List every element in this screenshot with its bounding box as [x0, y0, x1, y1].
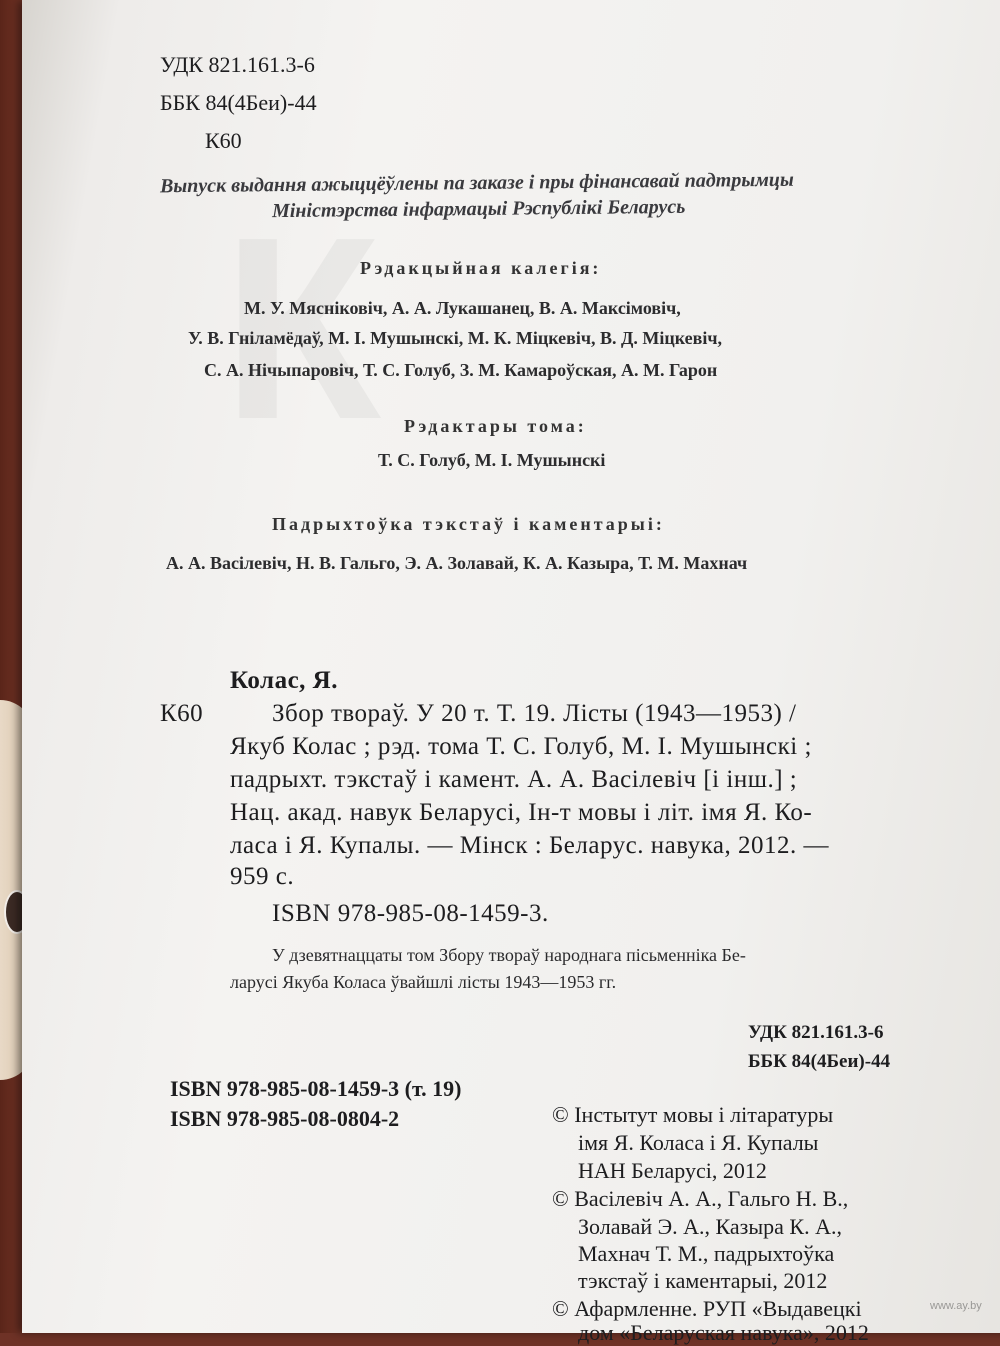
preparation-heading: Падрыхтоўка тэкстаў і каментарыі: — [272, 514, 665, 534]
catalog-line-2: Якуб Колас ; рэд. тома Т. С. Голуб, М. І. Мушынскі ; — [230, 733, 812, 760]
copyright-line-2: імя Я. Коласа і Я. Купалы — [578, 1130, 819, 1155]
bbk-top: ББК 84(4Беи)-44 — [160, 90, 317, 115]
author-code-top: К60 — [205, 128, 242, 153]
catalog-line-4: Нац. акад. навук Беларусі, Ін-т мовы і літ. імя Я. Ко- — [230, 799, 813, 826]
board-line-2: У. В. Гніламёдаў, М. І. Мушынскі, М. К. Міцкевіч, В. Д. Міцкевіч, — [188, 328, 723, 348]
catalog-line-6: 959 с. — [230, 863, 295, 890]
isbn-volume: ISBN 978-985-08-1459-3 (т. 19) — [170, 1076, 462, 1101]
funding-line-1: Выпуск выдання ажыццёўлены па заказе і пры фінансавай падтрымцы — [159, 168, 794, 198]
udk-top: УДК 821.161.3-6 — [160, 52, 315, 77]
imprint-page — [22, 0, 1000, 1345]
board-heading: Рэдакцыйная калегія: — [360, 258, 602, 278]
catalog-author: Колас, Я. — [230, 667, 338, 694]
copyright-line-1: © Інстытут мовы і літаратуры — [552, 1102, 834, 1127]
copyright-line-4: © Васілевіч А. А., Гальго Н. В., — [552, 1186, 849, 1211]
copyright-line-9: дом «Беларуская навука», 2012 — [578, 1320, 869, 1345]
copyright-line-5: Золавай Э. А., Казыра К. А., — [578, 1214, 842, 1239]
board-line-1: М. У. Мясніковіч, А. А. Лукашанец, В. А. Максімовіч, — [244, 298, 681, 318]
preparation-names: А. А. Васілевіч, Н. В. Гальго, Э. А. Золавай, К. А. Казыра, Т. М. Махнач — [166, 553, 748, 573]
udk-bottom: УДК 821.161.3-6 — [748, 1022, 884, 1043]
catalog-line-3: падрыхт. тэкстаў і камент. А. А. Васілевіч [і інш.] ; — [230, 766, 798, 793]
funding-line-2: Міністэрства інфармацыі Рэспублікі Беларусь — [271, 195, 686, 223]
copyright-line-8: © Афармленне. РУП «Выдавецкі — [552, 1296, 862, 1321]
volume-editors-heading: Рэдактары тома: — [404, 416, 587, 436]
volume-editors-names: Т. С. Голуб, М. І. Мушынскі — [378, 450, 606, 470]
copyright-line-3: НАН Беларусі, 2012 — [578, 1158, 767, 1183]
catalog-line-5: ласа і Я. Купалы. — Мінск : Беларус. навука, 2012. — — [230, 832, 830, 859]
site-watermark: www.ay.by — [930, 1300, 982, 1312]
board-line-3: С. А. Нічыпаровіч, Т. С. Голуб, З. М. Камароўская, А. М. Гарон — [204, 360, 718, 380]
annotation-line-1: У дзевятнаццаты том Збору твораў народнага пісьменніка Бе- — [272, 945, 746, 965]
catalog-code: К60 — [160, 700, 204, 727]
catalog-isbn: ISBN 978-985-08-1459-3. — [272, 900, 549, 927]
annotation-line-2: ларусі Якуба Коласа ўвайшлі лісты 1943—1953 гг. — [230, 972, 617, 992]
catalog-line-1: Збор твораў. У 20 т. Т. 19. Лісты (1943—1953) / — [272, 700, 797, 727]
isbn-set: ISBN 978-985-08-0804-2 — [170, 1106, 400, 1131]
bbk-bottom: ББК 84(4Беи)-44 — [748, 1051, 891, 1072]
copyright-line-7: тэкстаў і каментарыі, 2012 — [578, 1268, 828, 1293]
copyright-line-6: Махнач Т. М., падрыхтоўка — [578, 1241, 835, 1266]
